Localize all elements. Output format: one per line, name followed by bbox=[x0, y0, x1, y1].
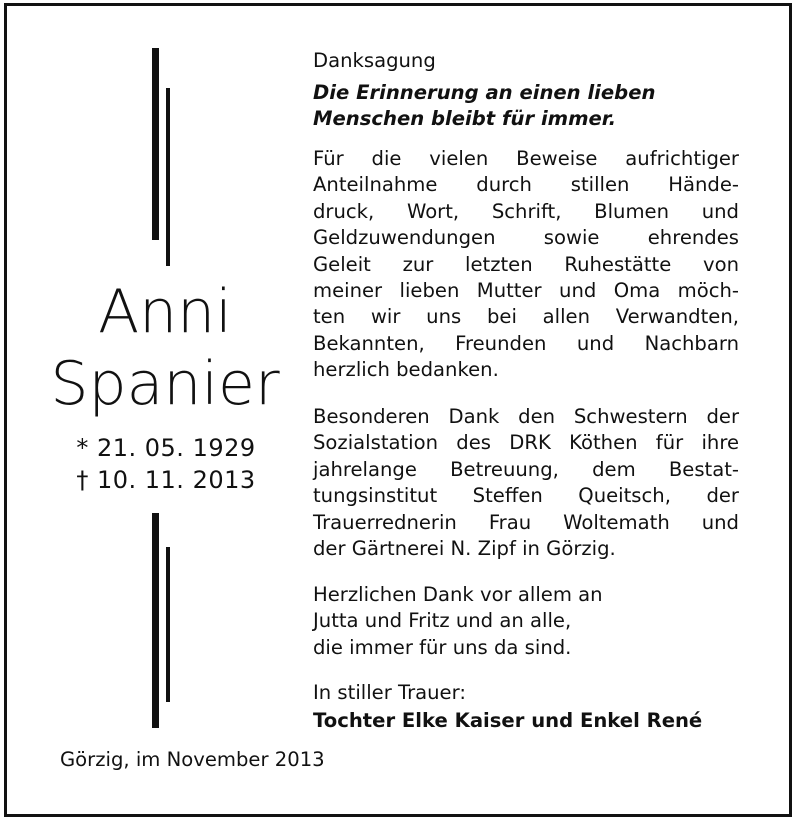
paragraph-special-thanks bbox=[313, 404, 739, 562]
death-date: † 10. 11. 2013 bbox=[76, 466, 256, 494]
text-line: druck, Wort, Schrift, Blumen und bbox=[313, 199, 739, 223]
text-line: Für die vielen Beweise aufrichtiger bbox=[313, 147, 739, 170]
text-line: Anteilnahme durch stillen Hände- bbox=[313, 173, 739, 197]
text-line: ten wir uns bei allen Verwandten, bbox=[313, 305, 739, 329]
text-line: Jutta und Fritz und an alle, bbox=[313, 609, 572, 633]
text-line: herzlich bedanken. bbox=[313, 358, 499, 382]
mourners: Tochter Elke Kaiser und Enkel René bbox=[313, 709, 703, 732]
deceased-first-name: Anni bbox=[98, 277, 232, 347]
mourning-label: In stiller Trauer: bbox=[313, 681, 466, 704]
text-line: jahrelange Betreuung, dem Bestat- bbox=[313, 457, 739, 481]
motto bbox=[313, 80, 739, 133]
birth-date: * 21. 05. 1929 bbox=[76, 434, 256, 462]
text-line: Bekannten, Freunden und Nachbarn bbox=[313, 331, 739, 355]
top-short-bar bbox=[166, 88, 170, 266]
bottom-short-bar bbox=[166, 547, 170, 702]
bottom-long-bar bbox=[152, 513, 159, 728]
paragraph-thanks bbox=[313, 146, 739, 384]
motto-line: Menschen bleibt für immer. bbox=[313, 107, 617, 131]
text-line: Trauerrednerin Frau Woltemath und bbox=[313, 510, 739, 534]
text-line: tungsinstitut Steffen Queitsch, der bbox=[313, 484, 739, 508]
heading: Danksagung bbox=[313, 49, 436, 72]
place-date: Görzig, im November 2013 bbox=[60, 748, 325, 771]
text-line: Sozialstation des DRK Köthen für ihre bbox=[313, 431, 739, 455]
paragraph-heartfelt-thanks bbox=[313, 582, 739, 661]
text-line: Herzlichen Dank vor allem an bbox=[313, 583, 603, 606]
text-line: die immer für uns da sind. bbox=[313, 635, 572, 659]
text-line: Besonderen Dank den Schwestern der bbox=[313, 405, 739, 428]
motto-line: Die Erinnerung an einen lieben bbox=[313, 81, 656, 104]
top-long-bar bbox=[152, 48, 159, 240]
text-line: der Gärtnerei N. Zipf in Görzig. bbox=[313, 537, 616, 561]
text-line: Geldzuwendungen sowie ehrendes bbox=[313, 226, 739, 250]
deceased-last-name: Spanier bbox=[50, 349, 280, 419]
text-line: Geleit zur letzten Ruhestätte von bbox=[313, 252, 739, 276]
text-line: meiner lieben Mutter und Oma möch- bbox=[313, 279, 739, 303]
